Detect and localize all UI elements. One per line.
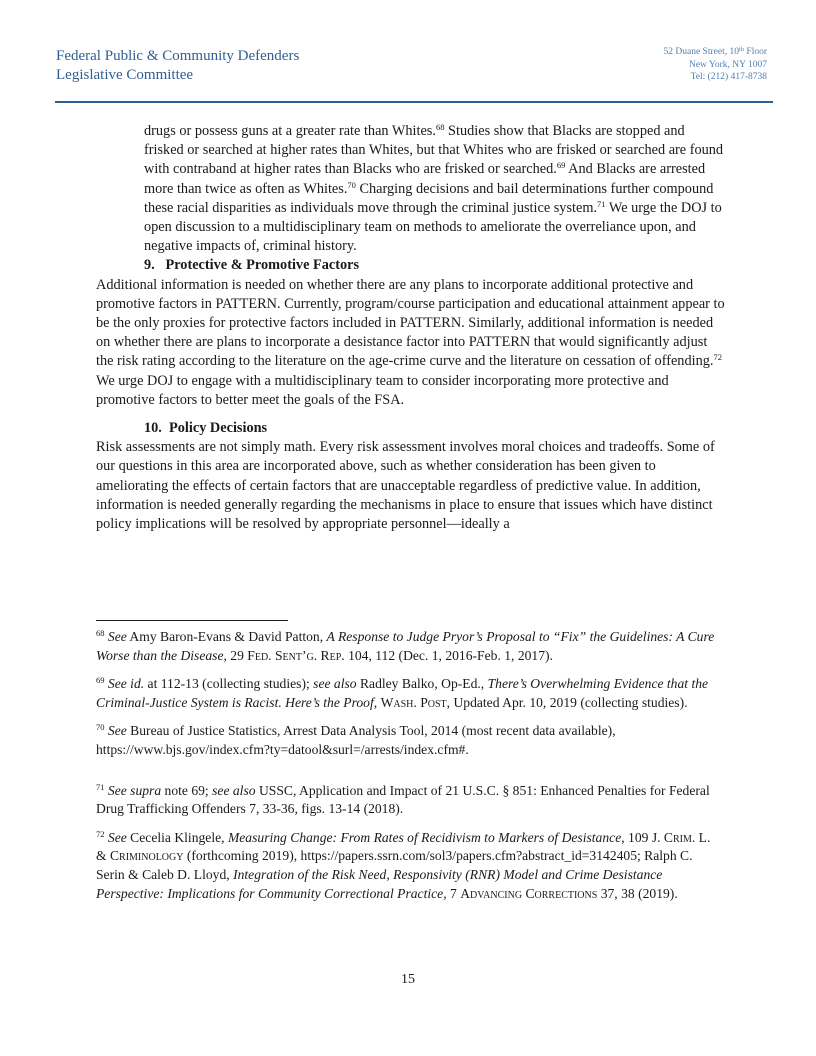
address-city: New York, NY 1007 (688, 59, 767, 70)
footnote-68: $^{68}$ See Amy Baron-Evans & David Patton, A Response to Judge Pryor’s Proposal to “Fix” the Guidelines: A Cure Worse than the Disease, 29 Fed. Sent’g. Rep. 104, 112 (Dec. 1, 2016-Feb. 1, 2017). (96, 628, 715, 663)
footnote-71: $^{71}$ See supra note 69; see also USSC, Application and Impact of 21 U.S.C. § 851: Enhanced Penalties for Federal Drug Trafficking Offenders 7, 33-36, figs. 13-14 (2018). (96, 781, 710, 817)
footnote-72: $^{72}$ See Cecelia Klingele, Measuring Change: From Rates of Recidivism to Markers of Desistance, 109 J. Crim. L. & Criminology (forthcoming 2019), https://papers.ssrn.com/sol3/papers.cfm?abstract_id=3142405; Ralph C. Serin & Caleb D. Lloyd, Integration of the Risk Need, Responsivity (RNR) Model and Crime Desistance Perspective: Implications for Community Correctional Practice, 7 Advancing Corrections 37, 38 (2019). (96, 828, 711, 901)
footnote-ref-69: 69 (556, 160, 566, 171)
page-number: 15 (401, 972, 415, 987)
footnote-ref-72: 72 (713, 352, 722, 363)
section-10-heading: 10. Policy Decisions (144, 420, 268, 437)
section-9-heading: 9. Protective & Promotive Factors (144, 257, 360, 274)
organization-address (664, 46, 767, 84)
footnote-ref-70: 70 (347, 179, 356, 190)
body-text (96, 122, 726, 534)
org-line-1: Federal Public & Community Defenders (56, 48, 300, 64)
org-line-2: Legislative Committee (56, 67, 194, 83)
header-divider (55, 101, 773, 103)
paragraph-racial-disparities: drugs or possess guns at a greater rate than Whites.$^{68}$ Studies show that Blacks are stopped and frisked or searched at higher rates than Whites, but that Whites who are frisked or searched are found with contraband at higher rates than Blacks who are frisked or searched.$^{69}$ And Blacks are arrested more than twice as often as Whites.$^{70}$ Charging decisions and bail determinations further compound these racial disparities as individuals move through the criminal justice system.$^{71}$ We urge the DOJ to open discussion to a multidisciplinary team on methods to ameliorate the overreliance upon, and negative impacts of, criminal history. (144, 122, 724, 255)
paragraph-protective-factors: Additional information is needed on whether there are any plans to incorporate additional protective and promotive factors in PATTERN. Currently, program/course participation and educational attainment appear to be the only proxies for protective factors included in PATTERN. Similarly, additional information is needed on whether there are plans to incorporate a desistance factor into PATTERN that would significantly adjust the risk rating according to the literature on the age-crime curve and the literature on cessation of offending.$^{72}$ We urge DOJ to engage with a multidisciplinary team to consider incorporating more protective and promotive factors to better meet the goals of the FSA. (96, 276, 725, 408)
footnote-70: $^{70}$ See Bureau of Justice Statistics, Arrest Data Analysis Tool, 2014 (most recent data available), https://www.bjs.gov/index.cfm?ty=datool&surl=/arrests/index.cfm#. (96, 722, 616, 757)
footnotes (96, 628, 722, 913)
address-phone: Tel: (212) 417-8738 (690, 72, 767, 82)
footnote-divider (96, 620, 288, 621)
footnote-69: $^{69}$ See id. at 112-13 (collecting studies); see also Radley Balko, Op-Ed., There’s Overwhelming Evidence that the Criminal-Justice System is Racist. Here’s the Proof, Wash. Post, Updated Apr. 10, 2019 (collecting studies). (96, 675, 709, 710)
footnote-ref-71: 71 (597, 198, 606, 209)
paragraph-policy-decisions: Risk assessments are not simply math. Every risk assessment involves moral choices and tradeoffs. Some of our questions in this area are incorporated above, such as whether consideration has been given to ameliorating the effects of certain factors that are unacceptable regardless of predictive value. In addition, information is needed generally regarding the mechanisms in place to ensure that issues which have distinct policy implications will be resolved by appropriate personnel—ideally a (96, 439, 715, 533)
address-street: 52 Duane Street, 10th Floor (663, 46, 767, 57)
organization-name (56, 47, 299, 85)
footnote-ref-68: 68 (435, 122, 445, 132)
